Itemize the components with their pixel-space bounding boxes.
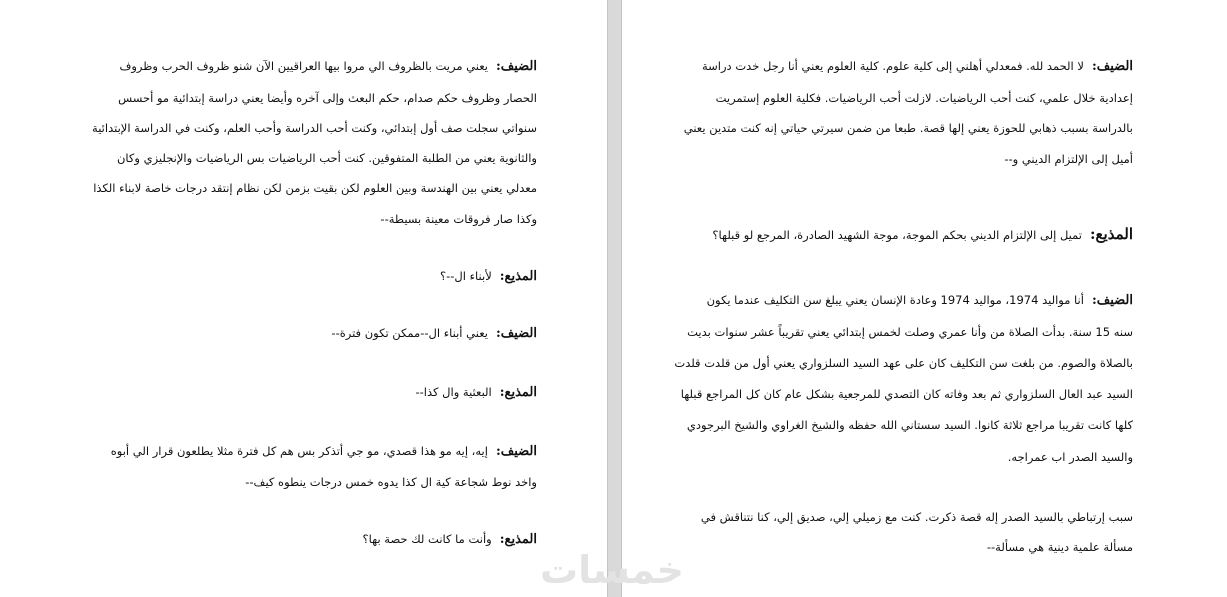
- text-line: بالصلاة والصوم. من بلغت سن التكليف كان على عهد السيد السلزواري يعني أول من قلدت قلدت: [674, 356, 1133, 370]
- guest-turn-3: [111, 443, 537, 460]
- text-line: سنه 15 سنة. بدأت الصلاة من وأنا عمري وصلت لخمس إبتدائي يعني تقريباً عشر سنوات بديت: [687, 325, 1133, 339]
- host-turn-1: [440, 268, 537, 285]
- guest-turn-1: [702, 58, 1133, 75]
- turn-text: أنا مواليد 1974، مواليد 1974 وعادة الإنسان يعني يبلغ سن التكليف عندما يكون: [706, 293, 1084, 307]
- turn-text: تميل إلى الإلتزام الديني بحكم الموجة، موجة الشهيد الصادرة، المرجع لو قبلها؟: [712, 228, 1083, 242]
- turn-text: وأنت ما كانت لك حصة بها؟: [362, 532, 492, 546]
- turn-text: لأبناء ال--؟: [440, 269, 492, 283]
- text-line: بالدراسة بسبب ذهابي للحوزة يعني إلها قصة. طبعا من ضمن سيرتي حياتي إنه كنت متدين يعني: [683, 121, 1133, 135]
- right-page: [622, 0, 1227, 597]
- turn-text: يعني أبناء ال--ممكن تكون فترة--: [331, 326, 488, 340]
- text-line: السيد عبد العال السلزواري ثم بعد وفاته كان التصدي للمرجعية بشكل عام كان كل المراجع قبلها: [680, 387, 1133, 401]
- text-line: والثانوية يعني من الطلبة المتفوقين. كنت أحب الرياضيات بس الرياضيات والإنجليزي وكان: [116, 151, 537, 165]
- text-line: والسيد الصدر اب عمراجه.: [1007, 450, 1133, 464]
- guest-turn-2: [707, 292, 1133, 309]
- text-line: الحصار وظروف حكم صدام، حكم البعث وإلى آخره وأيضا يعني دراسة إبتدائية مو أحسس: [118, 91, 537, 105]
- text-line: معدلي يعني بين الهندسة وبين العلوم لكن بقيت بزمن لكن نظام إنتقد درجات خاصة لابناء الكذا: [93, 181, 537, 195]
- guest-label: الضيف:: [1091, 293, 1133, 308]
- turn-text: لا الحمد لله. فمعدلي أهلني إلى كلية علوم. كلية العلوم يعني أنا رجل خدت دراسة: [702, 59, 1084, 73]
- host-label: المذيع:: [499, 385, 537, 400]
- host-turn-2: [416, 384, 538, 401]
- guest-turn-2: [331, 325, 537, 342]
- guest-turn-1: [119, 58, 537, 75]
- watermark-logo: خمسات: [540, 548, 684, 592]
- text-line: أميل إلى الإلتزام الديني و--: [1004, 152, 1133, 166]
- host-turn-3: [363, 531, 537, 548]
- host-label: المذيع:: [499, 269, 537, 284]
- text-line: سنواتي سجلت صف أول إبتدائي، وكنت أحب الدراسة وأحب العلم، وكنت في الدراسة الإبتدائية: [92, 121, 537, 135]
- text-line: وكذا صار فروقات معينة بسيطة--: [380, 212, 537, 226]
- left-page: [0, 0, 607, 597]
- host-label: المذيع:: [499, 532, 537, 547]
- text-line: كلها كانت تقريبا مراجع ثلاثة كانوا. السيد سستاني الله حفظه والشيخ الغراوي والشيخ البرجودي: [686, 418, 1133, 432]
- text-line: إعدادية خلال علمي، كنت أحب الرياضيات. لازلت أحب الرياضيات. فكلية العلوم إستمريت: [715, 91, 1133, 105]
- turn-text: البعثية وال كذا--: [415, 385, 492, 399]
- guest-label: الضيف:: [1091, 59, 1133, 74]
- guest-label: الضيف:: [495, 444, 537, 459]
- text-line: مسألة علمية دينية هي مسألة--: [986, 540, 1133, 554]
- page-gutter: [607, 0, 622, 597]
- guest-label: الضيف:: [495, 326, 537, 341]
- turn-text: يعني مريت بالظروف الي مروا بيها العراقيين الآن شنو ظروف الحرب وظروف: [119, 59, 488, 73]
- host-turn-1: [712, 226, 1133, 243]
- host-label: المذيع:: [1090, 225, 1133, 243]
- text-line: سبب إرتباطي بالسيد الصدر إله قصة ذكرت. كنت مع زميلي إلي، صديق إلي، كنا نتناقش في: [700, 510, 1133, 524]
- turn-text: إيه، إيه مو هذا قصدي، مو جي أتذكر بس هم كل فترة مثلا يطلعون قرار الي أبوه: [110, 444, 488, 458]
- guest-label: الضيف:: [495, 59, 537, 74]
- text-line: واخد نوط شجاعة كية ال كذا يدوه خمس درجات ينطوه كيف--: [245, 475, 537, 489]
